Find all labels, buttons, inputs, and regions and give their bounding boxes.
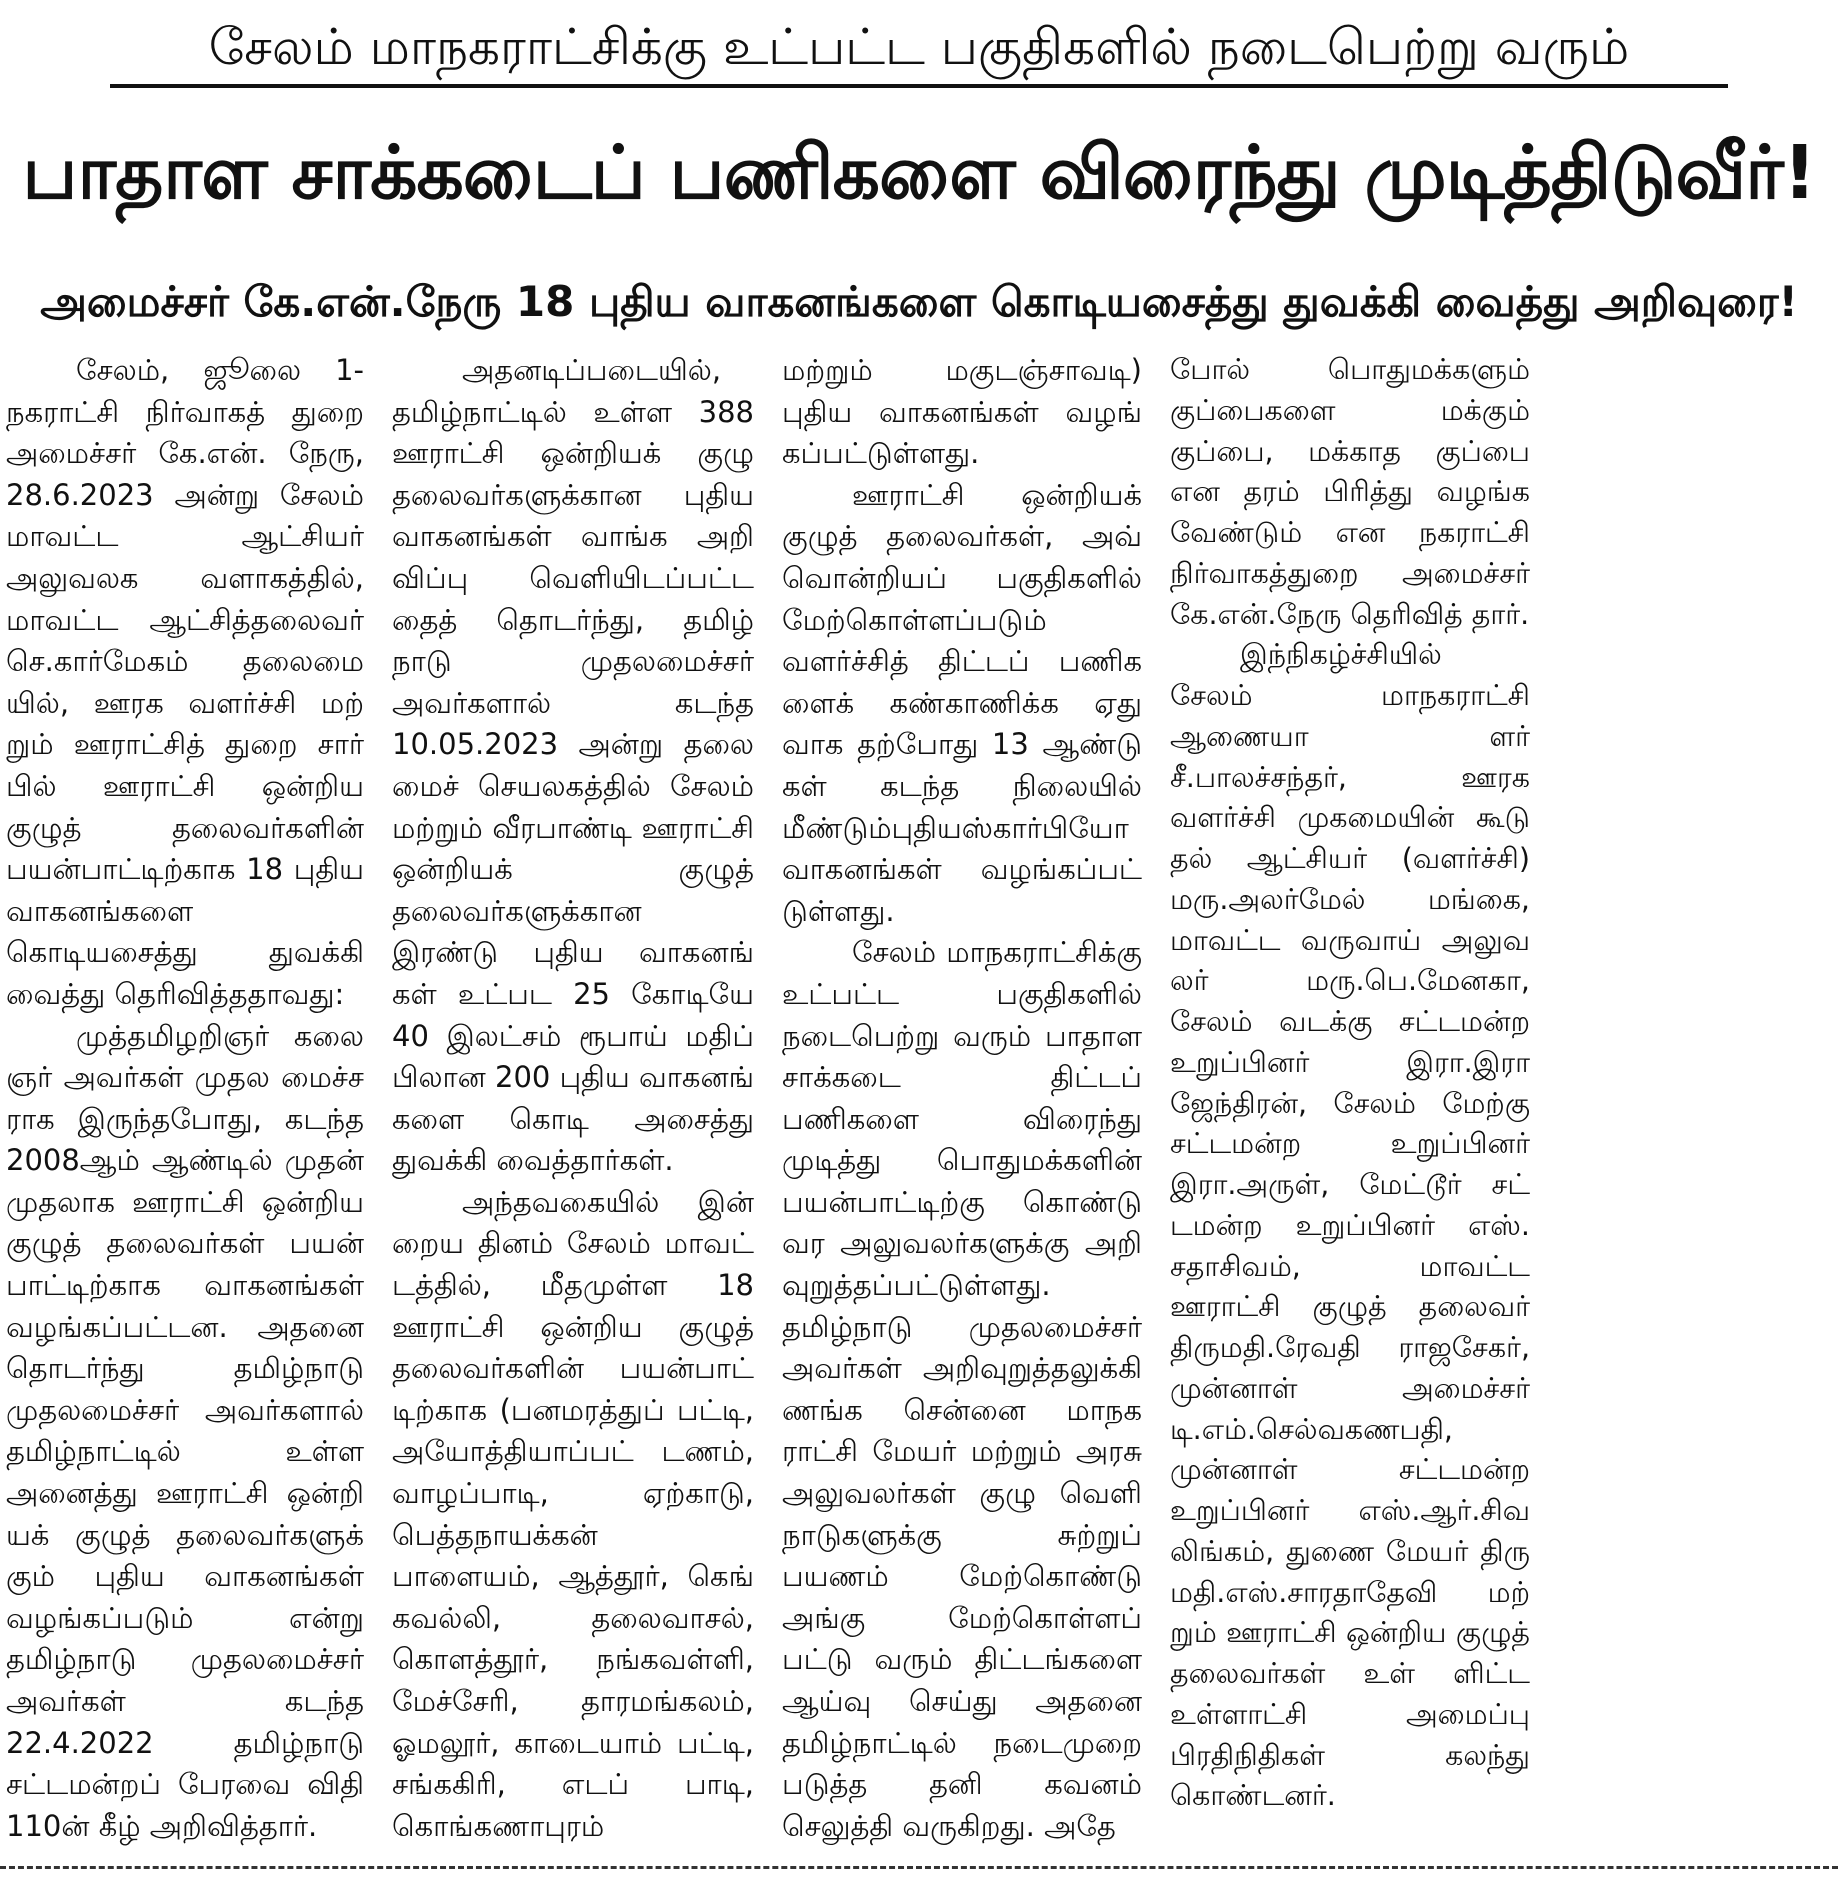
body-paragraph: ஊராட்சி ஒன்றியக் குழுத் தலைவர்கள், அவ் வொன்றியப் பகுதிகளில் மேற்கொள்ளப்படும் வளர்ச்சித் திட்டப் பணிக ளைக் கண்காணிக்க ஏது வாக தற்போது 13 ஆண்டு கள் கடந்த நிலையில் மீண்டும்புதியஸ்கார்பியோ வாகனங்கள் வழங்கப்பட் டுள்ளது. (782, 477, 1142, 928)
body-paragraph: அந்தவகையில் இன் றைய தினம் சேலம் மாவட் டத்தில், மீதமுள்ள 18 ஊராட்சி ஒன்றிய குழுத் தலைவர்களின் பயன்பாட் டிற்காக (பனமரத்துப் பட்டி, அயோத்தியாப்பட் டணம், வாழப்பாடி, ஏற்காடு, பெத்தநாயக்கன் பாளையம், ஆத்தூர், கெங் கவல்லி, தலைவாசல், கொளத்தூர், நங்கவள்ளி, மேச்சேரி, தாரமங்கலம், ஓமலூர், காடையாம் பட்டி, சங்ககிரி, எடப் பாடி, கொங்கணாபுரம் (392, 1184, 754, 1843)
article-body (6, 350, 1832, 1862)
column-4 (1170, 350, 1530, 1862)
body-paragraph: மற்றும் மகுடஞ்சாவடி) புதிய வாகனங்கள் வழங் கப்பட்டுள்ளது. (782, 353, 1142, 471)
column-2 (392, 350, 754, 1862)
kicker-underline (110, 84, 1728, 88)
subheadline: அமைச்சர் கே.என்.நேரு 18 புதிய வாகனங்களை கொடியசைத்து துவக்கி வைத்து அறிவுரை! (40, 277, 1798, 326)
kicker-line: சேலம் மாநகராட்சிக்கு உட்பட்ட பகுதிகளில் நடைபெற்று வரும் (208, 18, 1630, 76)
body-paragraph: இந்நிகழ்ச்சியில் சேலம் மாநகராட்சி ஆணையா ளர் சீ.பாலச்சந்தர், ஊரக வளர்ச்சி முகமையின் கூடு தல் ஆட்சியர் (வளர்ச்சி) மரு.அலர்மேல் மங்கை, மாவட்ட வருவாய் அலுவ லர் மரு.பெ.மேனகா, சேலம் வடக்கு சட்டமன்ற உறுப்பினர் இரா.இரா ஜேந்திரன், சேலம் மேற்கு சட்டமன்ற உறுப்பினர் இரா.அருள், மேட்டூர் சட் டமன்ற உறுப்பினர் எஸ். சதாசிவம், மாவட்ட ஊராட்சி குழுத் தலைவர் திருமதி.ரேவதி ராஜசேகர், முன்னாள் அமைச்சர் டி.எம்.செல்வகணபதி, முன்னாள் சட்டமன்ற உறுப்பினர் எஸ்.ஆர்.சிவ லிங்கம், துணை மேயர் திரு மதி.எஸ்.சாரதாதேவி மற் றும் ஊராட்சி ஒன்றிய குழுத் தலைவர்கள் உள் ளிட்ட உள்ளாட்சி அமைப்பு பிரதிநிதிகள் கலந்து கொண்டனர். (1170, 638, 1530, 1813)
body-paragraph: அதனடிப்படையில், தமிழ்நாட்டில் உள்ள 388 ஊராட்சி ஒன்றியக் குழு தலைவர்களுக்கான புதிய வாகனங்கள் வாங்க அறி விப்பு வெளியிடப்பட்ட தைத் தொடர்ந்து, தமிழ் நாடு முதலமைச்சர் அவர்களால் கடந்த 10.05.2023 அன்று தலை மைச் செயலகத்தில் சேலம் மற்றும் வீரபாண்டி ஊராட்சி ஒன்றியக் குழுத் தலைவர்களுக்கான இரண்டு புதிய வாகனங் கள் உட்பட 25 கோடியே 40 இலட்சம் ரூபாய் மதிப் பிலான 200 புதிய வாகனங் களை கொடி அசைத்து துவக்கி வைத்தார்கள். (392, 353, 754, 1178)
headline: பாதாள சாக்கடைப் பணிகளை விரைந்து முடித்திடுவீர்! (22, 130, 1816, 216)
column-1 (6, 350, 364, 1862)
column-3 (782, 350, 1142, 1862)
body-paragraph: சேலம் மாநகராட்சிக்கு உட்பட்ட பகுதிகளில் நடைபெற்று வரும் பாதாள சாக்கடை திட்டப் பணிகளை விரைந்து முடித்து பொதுமக்களின் பயன்பாட்டிற்கு கொண்டு வர அலுவலர்களுக்கு அறி வுறுத்தப்பட்டுள்ளது. தமிழ்நாடு முதலமைச்சர் அவர்கள் அறிவுறுத்தலுக்கி ணங்க சென்னை மாநக ராட்சி மேயர் மற்றும் அரசு அலுவலர்கள் குழு வெளி நாடுகளுக்கு சுற்றுப் பயணம் மேற்கொண்டு அங்கு மேற்கொள்ளப் பட்டு வரும் திட்டங்களை ஆய்வு செய்து அதனை தமிழ்நாட்டில் நடைமுறை படுத்த தனி கவனம் செலுத்தி வருகிறது. அதே (782, 935, 1142, 1843)
body-paragraph: முத்தமிழறிஞர் கலை ஞர் அவர்கள் முதல மைச்ச ராக இருந்தபோது, கடந்த 2008ஆம் ஆண்டில் முதன் முதலாக ஊராட்சி ஒன்றிய குழுத் தலைவர்கள் பயன் பாட்டிற்காக வாகனங்கள் வழங்கப்பட்டன. அதனை தொடர்ந்து தமிழ்நாடு முதலமைச்சர் அவர்களால் தமிழ்நாட்டில் உள்ள அனைத்து ஊராட்சி ஒன்றி யக் குழுத் தலைவர்களுக் கும் புதிய வாகனங்கள் வழங்கப்படும் என்று தமிழ்நாடு முதலமைச்சர் அவர்கள் கடந்த 22.4.2022 தமிழ்நாடு சட்டமன்றப் பேரவை விதி 110ன் கீழ் அறிவித்தார். (6, 1018, 364, 1843)
bottom-dashed-rule (0, 1866, 1838, 1869)
body-paragraph: போல் பொதுமக்களும் குப்பைகளை மக்கும் குப்பை, மக்காத குப்பை என தரம் பிரித்து வழங்க வேண்டும் என நகராட்சி நிர்வாகத்துறை அமைச்சர் கே.என்.நேரு தெரிவித் தார். (1170, 353, 1530, 631)
body-paragraph: சேலம், ஜூலை 1- நகராட்சி நிர்வாகத் துறை அமைச்சர் கே.என். நேரு, 28.6.2023 அன்று சேலம் மாவட்ட ஆட்சியர் அலுவலக வளாகத்தில், மாவட்ட ஆட்சித்தலைவர் செ.கார்மேகம் தலைமை யில், ஊரக வளர்ச்சி மற் றும் ஊராட்சித் துறை சார் பில் ஊராட்சி ஒன்றிய குழுத் தலைவர்களின் பயன்பாட்டிற்காக 18 புதிய வாகனங்களை கொடியசைத்து துவக்கி வைத்து தெரிவித்ததாவது: (6, 353, 364, 1011)
